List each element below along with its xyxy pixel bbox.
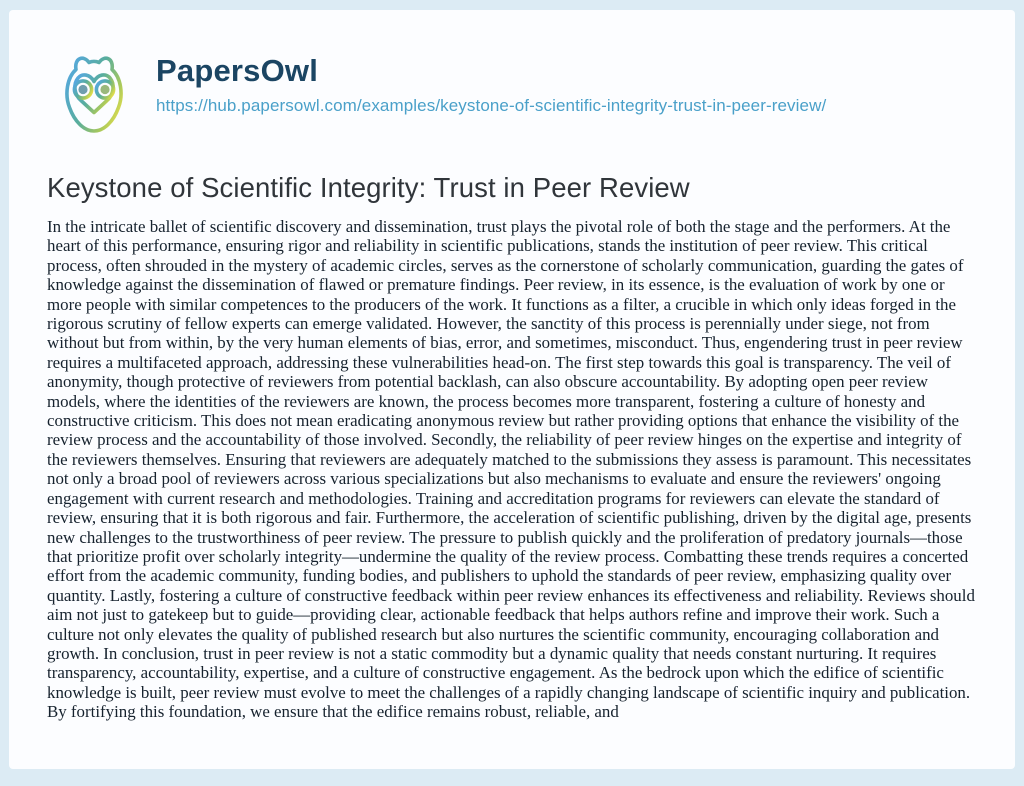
document-card [9, 10, 1015, 769]
essay-body: In the intricate ballet of scientific discovery and dissemination, trust plays the pivotal role of both the stage and the performers. At the heart of this performance, ensuring rigor and reliability in scientific publications, stands the institution of peer review. This critical process, often shrouded in the mystery of academic circles, serves as the cornerstone of scholarly communication, guarding the gates of knowledge against the dissemination of flawed or premature findings. Peer review, in its essence, is the evaluation of work by one or more people with similar competences to the producers of the work. It functions as a filter, a crucible in which only ideas forged in the rigorous scrutiny of fellow experts can emerge validated. However, the sanctity of this process is perennially under siege, not from without but from within, by the very human elements of bias, error, and sometimes, misconduct. Thus, engendering trust in peer review requires a multifaceted approach, addressing these vulnerabilities head-on. The first step towards this goal is transparency. The veil of anonymity, though protective of reviewers from potential backlash, can also obscure accountability. By adopting open peer review models, where the identities of the reviewers are known, the process becomes more transparent, fostering a culture of honesty and constructive criticism. This does not mean eradicating anonymous review but rather providing options that enhance the visibility of the review process and the accountability of those involved. Secondly, the reliability of peer review hinges on the expertise and integrity of the reviewers themselves. Ensuring that reviewers are adequately matched to the submissions they assess is paramount. This necessitates not only a broad pool of reviewers across various specializations but also mechanisms to evaluate and ensure the reviewers' ongoing engagement with current research and methodologies. Training and accreditation programs for reviewers can elevate the standard of review, ensuring that it is both rigorous and fair. Furthermore, the acceleration of scientific publishing, driven by the digital age, presents new challenges to the trustworthiness of peer review. The pressure to publish quickly and the proliferation of predatory journals—those that prioritize profit over scholarly integrity—undermine the quality of the review process. Combatting these trends requires a concerted effort from the academic community, funding bodies, and publishers to uphold the standards of peer review, emphasizing quality over quantity. Lastly, fostering a culture of constructive feedback within peer review enhances its effectiveness and reliability. Reviews should aim not just to gatekeep but to guide—providing clear, actionable feedback that helps authors refine and improve their work. Such a culture not only elevates the quality of published research but also nurtures the scientific community, encouraging collaboration and growth. In conclusion, trust in peer review is not a static commodity but a dynamic quality that needs constant nurturing. It requires transparency, accountability, expertise, and a culture of constructive engagement. As the bedrock upon which the edifice of scientific knowledge is built, peer review must evolve to meet the challenges of a rapidly changing landscape of scientific inquiry and publication. By fortifying this foundation, we ensure that the edifice remains robust, reliable, and [47, 217, 975, 722]
papersowl-logo[interactable] [46, 50, 142, 147]
source-url-link[interactable]: https://hub.papersowl.com/examples/keystone-of-scientific-integrity-trust-in-peer-review/ [156, 96, 827, 116]
header-text-block [156, 50, 826, 116]
essay-title: Keystone of Scientific Integrity: Trust in Peer Review [47, 172, 690, 203]
brand-name: PapersOwl [156, 53, 319, 88]
owl-logo-icon [46, 134, 142, 151]
site-header [9, 10, 1015, 147]
